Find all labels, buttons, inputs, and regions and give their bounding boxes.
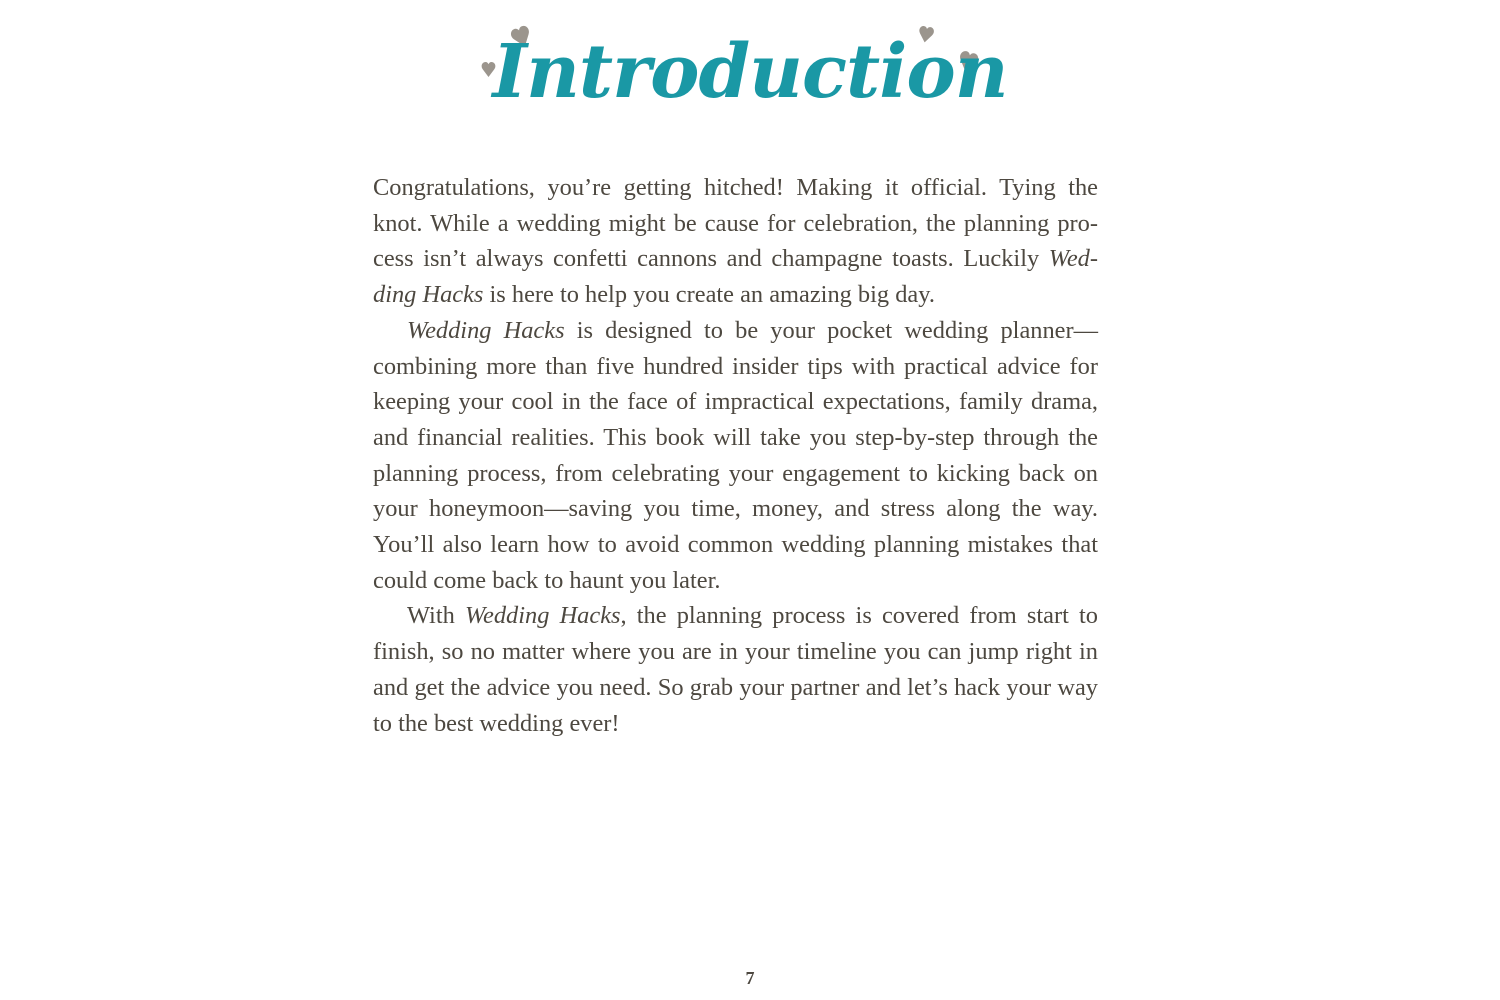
text-segment: With <box>407 602 465 630</box>
book-title-italic: Wedding Hacks <box>464 602 621 630</box>
paragraph-3 <box>373 598 1098 741</box>
page-number: 7 <box>745 968 755 988</box>
text-segment: , the planning process is covered from start to finish, so no matter where you are in your timeline you can jump right in and get the advice you need. So grab your partner and let’s hack your way to the best wedding ever! <box>373 602 1099 737</box>
text-segment: is designed to be your pocket wedding planner—combining more than five hundred insider tips with practical advice for keeping your cool in the face of impractical expectations, family drama, and financial realities. This book will take you step-by-step through the planning process, from celebrating your engagement to kicking back on your honeymoon—saving you time, money, and stress along the way. You’ll also learn how to avoid common wedding planning mistakes that could come back to haunt you later. <box>373 316 1098 594</box>
paragraph-2 <box>373 313 1098 599</box>
text-segment: is here to help you create an amazing big day. <box>483 281 935 309</box>
page-title: Introduction <box>492 29 1008 115</box>
body-text <box>373 170 1098 741</box>
book-title-italic: Wedding Hacks <box>373 245 1098 309</box>
paragraph-1 <box>373 170 1098 313</box>
text-segment: Congratulations, you’re getting hitched! Making it official. Tying the knot. While a wedding might be cause for celebration, the planning process isn’t always confetti cannons and champagne toasts. Luckily <box>373 174 1098 273</box>
book-title-italic: Wedding Hacks <box>407 316 565 344</box>
